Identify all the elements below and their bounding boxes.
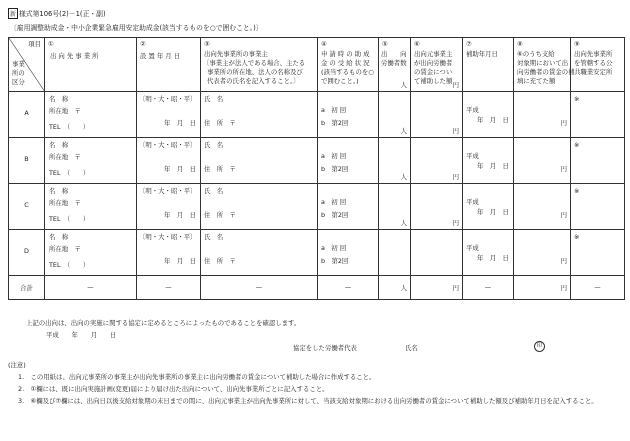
established-cell[interactable] [137,138,201,184]
table-row [9,92,625,138]
employer-address-label: 住 所 〒 [204,211,236,219]
confirmation-date: 平成 年 月 日 [46,331,117,339]
destination-name-label: 名 称 [49,233,69,241]
row-label: C [24,201,29,209]
total-cell [318,276,379,300]
form-number: 新 様式第106号(2)－1(正・副) [10,10,106,18]
era-options: 〔明・大・昭・平〕 [139,233,197,241]
total-workers-unit: 人 [400,284,407,292]
representative-name-label: 氏名 [405,344,418,352]
header-workers: ⑤ 出 向 労働者数 [379,38,411,92]
subsidy-ymd: 年 月 日 [477,162,509,170]
portion-unit: 円 [560,119,567,127]
portion-cell[interactable] [514,138,571,184]
header-established: ② 設 置 年 月 日 [137,38,201,92]
destination-address-label: 所在地 〒 [49,199,81,207]
established-ymd: 年 月 日 [164,119,196,127]
status-cell[interactable] [318,138,379,184]
total-dash: — [165,283,172,291]
status-cell[interactable] [318,92,379,138]
office-mark: ※ [574,187,580,195]
office-mark: ※ [574,141,580,149]
destination-tel-label: TEL （ ） [49,215,90,223]
subsidy-era: 平成 [466,244,479,252]
workers-cell[interactable] [379,219,411,276]
office-cell [571,92,625,138]
status-cell[interactable] [318,184,379,230]
total-label: 合計 [20,284,33,292]
subsidy-amount-unit: 円 [452,219,459,227]
employer-cell[interactable] [201,184,318,230]
era-options: 〔明・大・昭・平〕 [139,187,197,195]
subsidy-date-cell[interactable] [463,230,514,276]
destination-name-label: 名 称 [49,141,69,149]
status-first: a 初 回 [321,106,347,114]
office-cell [571,230,625,276]
subsidy-date-cell[interactable] [463,92,514,138]
total-cell [463,276,514,300]
confirmation-text: 上記の出向は、出向の実施に関する協定に定めるところによったものであることを確認します。 [26,319,301,327]
destination-tel-label: TEL （ ） [49,261,90,269]
destination-name-label: 名 称 [49,187,69,195]
total-dash: — [255,283,263,291]
total-portion-unit: 円 [560,284,567,292]
subsidy-era: 平成 [466,106,479,114]
destination-tel-label: TEL （ ） [49,123,90,131]
row-label: B [24,155,29,163]
row-label-cell [9,92,45,138]
total-dash: — [344,283,352,291]
total-cell [379,276,411,300]
subsidy-date-cell[interactable] [463,138,514,184]
total-cell [514,276,571,300]
representative-label: 協定をした労働者代表 [293,344,357,352]
portion-unit: 円 [560,257,567,265]
status-cell[interactable] [318,230,379,276]
total-cell [571,276,625,300]
workers-unit: 人 [400,81,407,89]
total-dash: — [87,283,94,291]
subsidy-ymd: 年 月 日 [477,254,509,262]
workers-unit: 人 [400,127,407,135]
destination-cell[interactable] [45,230,137,276]
header-employer: ③ 出向先事業所の事業主 〔事業主が法人である場合、主たる 事業所の所在地、法人の名称及び 代表者の氏名を記入すること。〕 [201,38,318,92]
new-badge: 新 [8,8,18,19]
workers-unit: 人 [400,219,407,227]
header-subsidy-date: ⑦ 補助年月日 [463,38,514,92]
established-ymd: 年 月 日 [164,165,196,173]
subsidy-amount-cell[interactable] [411,219,463,276]
total-cell [137,276,201,300]
status-second: b 第2回 [321,165,349,173]
established-cell[interactable] [137,92,201,138]
total-cell [9,276,45,300]
table-row [9,230,625,276]
total-cell [45,276,137,300]
header-portion: ⑧ ⑥のうち支給 対象期において出 向労働者の賃金の補 填に充てた額 [514,38,571,92]
destination-tel-label: TEL （ ） [49,169,90,177]
employer-address-label: 住 所 〒 [204,119,236,127]
subsidy-amount-unit: 円 [452,173,459,181]
employer-cell[interactable] [201,92,318,138]
destination-address-label: 所在地 〒 [49,153,81,161]
total-dash: — [594,283,601,291]
office-cell [571,138,625,184]
seal-mark: 印 [534,341,545,352]
portion-unit: 円 [560,211,567,219]
table-row [9,138,625,184]
status-second: b 第2回 [321,211,349,219]
destination-name-label: 名 称 [49,95,69,103]
total-row [9,276,625,300]
status-second: b 第2回 [321,119,349,127]
established-ymd: 年 月 日 [164,211,196,219]
destination-cell[interactable] [45,138,137,184]
note-3: 3. ⑥欄及び⑦欄には、出向日以後支給対象期の末日までの間に、出向元事業主が出向先事業所に対して、当該支給対象期における出向労働者の賃金について補助した額及び補助年月日を記入すること。 [18,397,598,405]
workers-unit: 人 [400,173,407,181]
header-status: ④ 申 請 時 の 助 成 金 の 受 給 状 況 (該当するものを○ で囲むこと。) [318,38,379,92]
total-dash: — [484,283,492,291]
portion-cell[interactable] [514,92,571,138]
row-label-cell [9,184,45,230]
employer-name-label: 氏 名 [204,187,224,195]
destination-cell[interactable] [45,92,137,138]
status-first: a 初 回 [321,244,347,252]
subsidy-era: 平成 [466,152,479,160]
subsidy-ymd: 年 月 日 [477,208,509,216]
table-row [9,184,625,230]
note-2: 2. ①欄には、既に出向実施計画(変更)届により届け出た出向について、出向先事業所ごとに記入すること。 [18,385,329,393]
destination-address-label: 所在地 〒 [49,245,81,253]
established-ymd: 年 月 日 [164,257,196,265]
employer-address-label: 住 所 〒 [204,257,236,265]
notes-heading: (注意) [8,361,26,369]
era-options: 〔明・大・昭・平〕 [139,141,197,149]
form-subtitle: 〔雇用調整助成金・中小企業緊急雇用安定助成金(該当するものを○で囲むこと。)〕 [10,24,263,32]
subsidy-date-cell[interactable] [463,184,514,230]
established-cell[interactable] [137,230,201,276]
subsidy-amount-unit: 円 [452,81,459,89]
portion-unit: 円 [560,165,567,173]
office-mark: ※ [574,95,580,103]
subsidy-ymd: 年 月 日 [477,116,509,124]
subsidy-era: 平成 [466,198,479,206]
row-label-cell [9,230,45,276]
employer-name-label: 氏 名 [204,95,224,103]
row-label-cell [9,138,45,184]
header-category: 項目 事業 所の 区分 [9,38,45,92]
subsidy-table [8,37,625,300]
portion-cell[interactable] [514,184,571,230]
subsidy-amount-unit: 円 [452,127,459,135]
row-label: D [24,247,29,255]
total-cell [411,276,463,300]
era-options: 〔明・大・昭・平〕 [139,95,197,103]
office-mark: ※ [574,233,580,241]
employer-name-label: 氏 名 [204,233,224,241]
employer-cell[interactable] [201,230,318,276]
office-cell [571,184,625,230]
status-first: a 初 回 [321,152,347,160]
note-1: 1. この用紙は、出向元事業所の事業主が出向先事業所の事業主に出向労働者の賃金について補助した場合に作成すること。 [18,373,376,381]
destination-address-label: 所在地 〒 [49,107,81,115]
header-row [9,38,625,92]
row-label: A [24,109,29,117]
employer-cell[interactable] [201,138,318,184]
status-first: a 初 回 [321,198,347,206]
established-cell[interactable] [137,184,201,230]
header-subsidy-amount: ⑥ 出向元事業主 が出向労働者 の賃金につい て補助した額 [411,38,463,92]
employer-name-label: 氏 名 [204,141,224,149]
portion-cell[interactable] [514,230,571,276]
status-second: b 第2回 [321,257,349,265]
total-cell [201,276,318,300]
header-destination: ① 出 向 先 事 業 所 [45,38,137,92]
total-amount-unit: 円 [452,284,459,292]
header-office: ⑨ 出向先事業所 を管轄する公 共職業安定所 [571,38,625,92]
destination-cell[interactable] [45,184,137,230]
employer-address-label: 住 所 〒 [204,165,236,173]
